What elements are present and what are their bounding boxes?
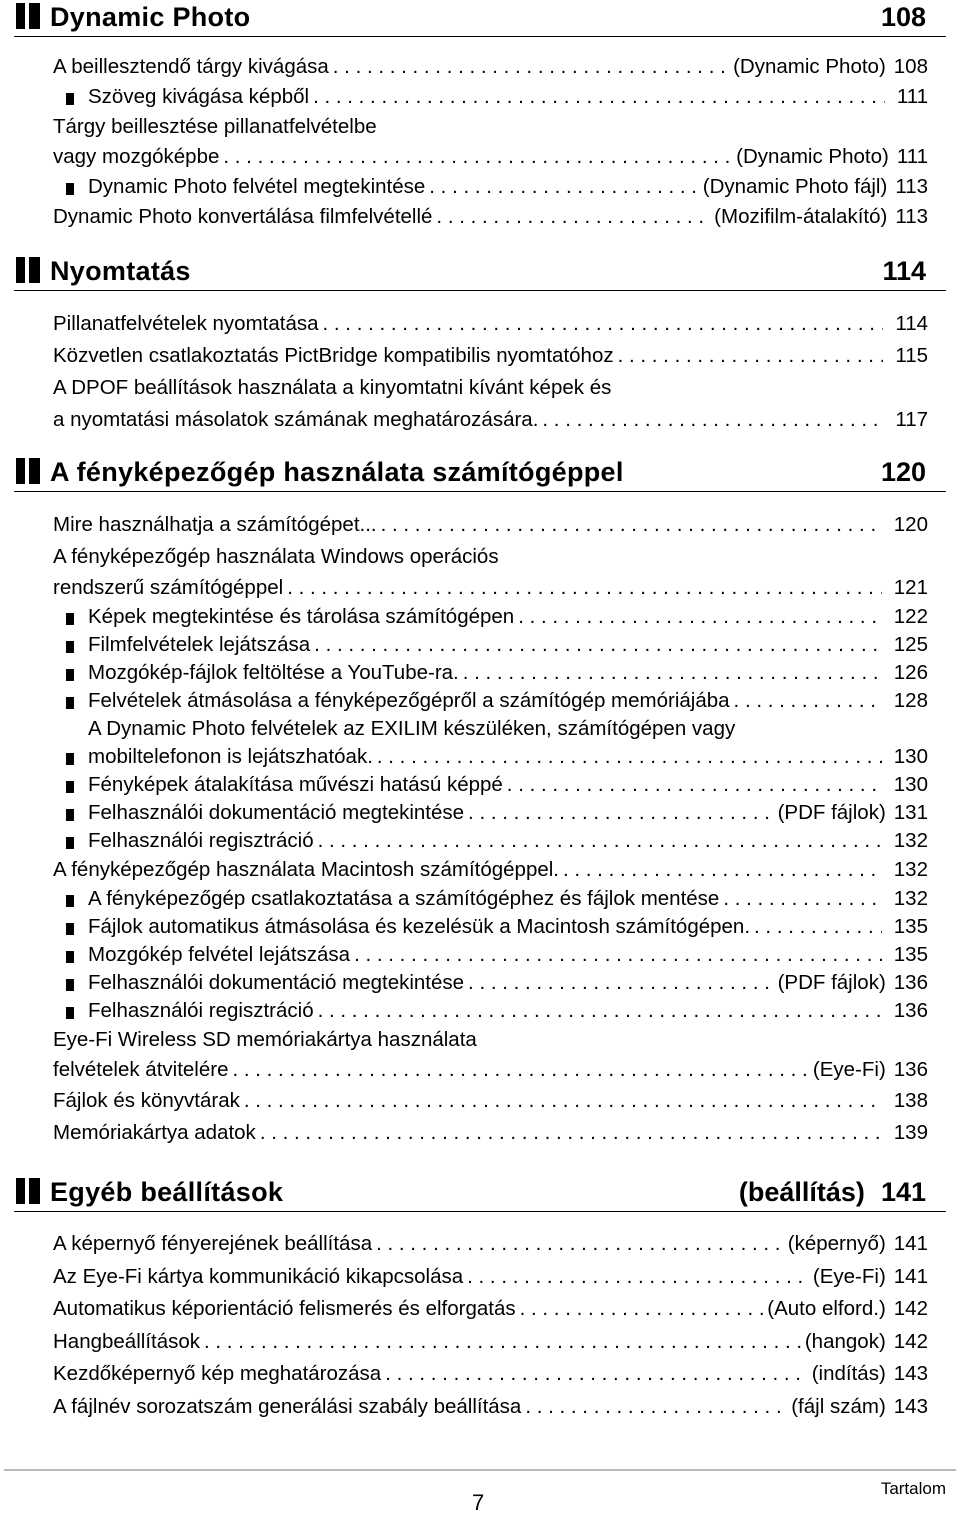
section-header[interactable]: [14, 1175, 946, 1212]
leader-dots: [518, 603, 882, 631]
leader-dots: [376, 1228, 784, 1261]
entry-page-number: 132: [893, 858, 928, 881]
entry-page-number: 122: [893, 605, 928, 628]
toc-section: [0, 0, 960, 228]
entry-text: Fájlok és könyvtárak: [53, 1089, 240, 1112]
toc-entry-list: [53, 308, 928, 436]
entry-page-number: 139: [893, 1121, 928, 1144]
leader-dots: [223, 142, 732, 172]
footer-label: Tartalom: [880, 1479, 946, 1498]
entry-text: Képek megtekintése és tárolása számítógépen: [88, 605, 515, 628]
leader-dots: [354, 941, 882, 969]
section-title: A fényképezőgép használata számítógéppel: [50, 457, 624, 487]
entry-text: Felhasználói dokumentáció megtekintése: [88, 971, 465, 994]
toc-entry[interactable]: [53, 52, 928, 82]
leader-dots: [507, 771, 882, 799]
section-page: [739, 1175, 926, 1209]
toc-entry[interactable]: [53, 1025, 928, 1085]
entry-qualifier: (Eye-Fi): [812, 1264, 886, 1288]
entry-page-number: 143: [893, 1362, 928, 1385]
bullet-icon: [66, 809, 74, 821]
leader-dots: [723, 885, 881, 913]
entry-text: vagy mozgóképbe: [53, 145, 220, 168]
section-marker-icon: [14, 257, 42, 283]
entry-text: A képernyő fényerejének beállítása: [53, 1232, 373, 1255]
leader-dots: [381, 509, 882, 541]
entry-text-line1: A fényképezőgép használata Windows operációs: [53, 545, 499, 568]
entry-text: Felvételek átmásolása a fényképezőgépről a számítógép memóriájába: [88, 689, 730, 712]
entry-text: Dynamic Photo konvertálása filmfelvétellé: [53, 205, 433, 228]
entry-text: Automatikus képorientáció felismerés és elforgatás: [53, 1297, 516, 1320]
section-title: Nyomtatás: [50, 256, 191, 286]
toc-subentry[interactable]: [53, 771, 928, 799]
bullet-icon: [66, 669, 74, 681]
leader-dots: [618, 340, 884, 372]
toc-entry-list: [53, 52, 928, 232]
entry-text: A fényképezőgép csatlakoztatása a számítógéphez és fájlok mentése: [88, 887, 720, 910]
bullet-icon: [66, 93, 74, 105]
section-qualifier: (beállítás): [738, 1177, 865, 1207]
entry-text: Közvetlen csatlakoztatás PictBridge kompatibilis nyomtatóhoz: [53, 344, 614, 367]
entry-page-number: 135: [893, 943, 928, 966]
bullet-icon: [66, 1007, 74, 1019]
toc-entry[interactable]: [53, 202, 928, 232]
entry-page-number: 131: [893, 801, 928, 824]
toc-entry[interactable]: [53, 509, 928, 541]
section-title: Dynamic Photo: [50, 2, 251, 32]
leader-dots: [520, 1293, 764, 1326]
entry-page-number: 142: [893, 1297, 928, 1320]
section-title: Egyéb beállítások: [50, 1177, 284, 1207]
toc-entry[interactable]: [53, 1391, 928, 1424]
section-page-number: 120: [880, 457, 926, 487]
section-header[interactable]: [14, 254, 946, 291]
leader-dots: [244, 1085, 882, 1117]
toc-entry[interactable]: [53, 1117, 928, 1149]
section-page-number: 114: [882, 256, 926, 286]
entry-qualifier: (fájl szám): [791, 1394, 886, 1418]
entry-page-number: 125: [893, 633, 928, 656]
entry-page-number: 136: [893, 971, 928, 994]
entry-text: Memóriakártya adatok: [53, 1121, 256, 1144]
entry-text-line1: Tárgy beillesztése pillanatfelvételbe: [53, 115, 377, 138]
toc-entry[interactable]: [53, 1293, 928, 1326]
entry-qualifier: (indítás): [811, 1362, 886, 1385]
toc-section: [0, 254, 960, 431]
entry-page-number: 141: [893, 1264, 928, 1288]
entry-qualifier: (képernyő): [787, 1232, 886, 1255]
leader-dots: [463, 659, 882, 687]
leader-dots: [468, 799, 774, 827]
entry-text: Mozgókép felvétel lejátszása: [88, 943, 351, 966]
entry-text-line1: A DPOF beállítások használata a kinyomtatni kívánt képek és: [53, 376, 612, 399]
toc-entry-list: [53, 1228, 928, 1423]
leader-dots: [313, 82, 885, 112]
entry-text: Fényképek átalakítása művészi hatású képpé: [88, 773, 503, 796]
toc-entry[interactable]: [53, 1326, 928, 1359]
entry-page-number: 126: [893, 661, 928, 684]
entry-page-number: 142: [893, 1329, 928, 1353]
entry-text: Az Eye-Fi kártya kommunikáció kikapcsolása: [53, 1264, 464, 1288]
bullet-icon: [66, 895, 74, 907]
leader-dots: [525, 1391, 787, 1424]
section-header[interactable]: [14, 455, 946, 492]
toc-entry[interactable]: [53, 112, 928, 172]
entry-page-number: 143: [893, 1394, 928, 1418]
leader-dots: [754, 913, 882, 941]
leader-dots: [232, 1055, 808, 1085]
entry-text-line1: Eye-Fi Wireless SD memóriakártya használata: [53, 1028, 477, 1051]
section-marker-icon: [14, 1178, 42, 1204]
toc-entry[interactable]: [53, 1358, 928, 1391]
section-marker-icon: [14, 3, 42, 29]
entry-page-number: 113: [895, 175, 928, 198]
toc-entry[interactable]: [53, 308, 928, 340]
toc-entry[interactable]: [53, 1261, 928, 1294]
entry-page-number: 136: [893, 999, 928, 1022]
entry-qualifier: (Auto elford.): [767, 1297, 886, 1320]
toc-entry[interactable]: [53, 372, 928, 436]
entry-text: A fájlnév sorozatszám generálási szabály beállítása: [53, 1394, 522, 1418]
entry-page-number: 111: [896, 145, 928, 168]
leader-dots: [385, 1358, 808, 1391]
entry-page-number: 114: [895, 312, 928, 335]
toc-subentry[interactable]: [53, 969, 928, 997]
bullet-icon: [66, 837, 74, 849]
toc-subentry[interactable]: [53, 913, 928, 941]
entry-text: Pillanatfelvételek nyomtatása: [53, 312, 319, 335]
bullet-icon: [66, 641, 74, 653]
entry-text: Felhasználói regisztráció: [88, 829, 314, 852]
section-page-number: 141: [880, 1177, 926, 1207]
toc-subentry[interactable]: [53, 659, 928, 687]
entry-text: Szöveg kivágása képből: [88, 85, 310, 108]
entry-qualifier: (Mozifilm-átalakító): [714, 205, 888, 228]
leader-dots: [377, 743, 882, 771]
leader-dots: [734, 687, 882, 715]
entry-text: Mire használhatja a számítógépet...: [53, 513, 377, 536]
toc-entry[interactable]: [53, 855, 928, 885]
leader-dots: [429, 172, 698, 202]
entry-page-number: 111: [896, 85, 928, 108]
entry-qualifier: (hangok): [804, 1329, 886, 1353]
entry-text: Filmfelvételek lejátszása: [88, 633, 311, 656]
bullet-icon: [66, 753, 74, 765]
toc-subentry[interactable]: [53, 687, 928, 715]
bullet-icon: [66, 951, 74, 963]
entry-page-number: 113: [895, 205, 928, 228]
footer-rule: [4, 1469, 956, 1471]
leader-dots: [287, 572, 882, 603]
leader-dots: [333, 52, 729, 82]
section-page: [881, 0, 926, 34]
entry-page-number: 136: [893, 1058, 928, 1081]
bullet-icon: [66, 923, 74, 935]
leader-dots: [563, 855, 882, 885]
section-page: [881, 455, 926, 489]
bullet-icon: [66, 979, 74, 991]
toc-entry[interactable]: [53, 1085, 928, 1117]
toc-subentry[interactable]: [53, 172, 928, 202]
toc-section: [0, 1175, 960, 1418]
page-number: 7: [472, 1490, 485, 1515]
bullet-icon: [66, 183, 74, 195]
entry-qualifier: (Dynamic Photo fájl): [702, 175, 888, 198]
entry-page-number: 115: [895, 344, 928, 367]
section-header[interactable]: [14, 0, 946, 37]
entry-text: Kezdőképernyő kép meghatározása: [53, 1362, 382, 1385]
toc-subentry[interactable]: [53, 885, 928, 913]
leader-dots: [318, 827, 882, 855]
section-page: [882, 254, 926, 288]
bullet-icon: [66, 781, 74, 793]
leader-dots: [542, 404, 883, 436]
toc-entry[interactable]: [53, 1228, 928, 1261]
leader-dots: [204, 1326, 801, 1359]
entry-qualifier: (PDF fájlok): [777, 971, 886, 994]
leader-dots: [467, 1261, 809, 1294]
entry-page-number: 135: [893, 915, 928, 938]
entry-page-number: 130: [893, 745, 928, 768]
entry-text: Hangbeállítások: [53, 1329, 201, 1353]
leader-dots: [436, 202, 710, 232]
entry-page-number: 117: [895, 408, 928, 431]
toc-entry[interactable]: [53, 340, 928, 372]
entry-text: a nyomtatási másolatok számának meghatározására.: [53, 408, 539, 431]
leader-dots: [314, 631, 882, 659]
entry-qualifier: (Eye-Fi): [812, 1058, 886, 1081]
toc-entry[interactable]: [53, 541, 928, 603]
entry-text-line1: A Dynamic Photo felvételek az EXILIM készüléken, számítógépen vagy: [88, 717, 736, 740]
entry-text: A fényképezőgép használata Macintosh számítógéppel.: [53, 858, 559, 881]
entry-text: Dynamic Photo felvétel megtekintése: [88, 175, 426, 198]
toc-subentry[interactable]: [53, 715, 928, 771]
leader-dots: [318, 997, 882, 1025]
entry-text: Felhasználói regisztráció: [88, 999, 314, 1022]
toc-subentry[interactable]: [53, 603, 928, 631]
entry-text: Mozgókép-fájlok feltöltése a YouTube-ra.: [88, 661, 459, 684]
toc-subentry[interactable]: [53, 941, 928, 969]
leader-dots: [323, 308, 884, 340]
entry-page-number: 132: [893, 887, 928, 910]
toc-subentry[interactable]: [53, 631, 928, 659]
toc-entry-list: [53, 509, 928, 1149]
bullet-icon: [66, 697, 74, 709]
entry-page-number: 128: [893, 689, 928, 712]
toc-subentry[interactable]: [53, 997, 928, 1025]
leader-dots: [260, 1117, 882, 1149]
entry-text: mobiltelefonon is lejátszhatóak.: [88, 745, 373, 768]
bullet-icon: [66, 613, 74, 625]
entry-page-number: 138: [893, 1089, 928, 1112]
entry-qualifier: (Dynamic Photo): [733, 55, 886, 78]
entry-page-number: 121: [893, 576, 928, 599]
section-marker-icon: [14, 458, 42, 484]
toc-section: [0, 455, 960, 1144]
entry-page-number: 132: [893, 829, 928, 852]
entry-qualifier: (PDF fájlok): [777, 801, 886, 824]
section-page-number: 108: [880, 2, 926, 32]
entry-page-number: 108: [893, 55, 928, 78]
entry-page-number: 141: [893, 1232, 928, 1255]
toc-subentry[interactable]: [53, 82, 928, 112]
entry-text: A beillesztendő tárgy kivágása: [53, 55, 329, 78]
entry-page-number: 130: [893, 773, 928, 796]
entry-text: felvételek átvitelére: [53, 1058, 229, 1081]
leader-dots: [468, 969, 774, 997]
toc-subentry[interactable]: [53, 799, 928, 827]
entry-qualifier: (Dynamic Photo): [736, 145, 889, 168]
entry-text: Fájlok automatikus átmásolása és kezelésük a Macintosh számítógépen.: [88, 915, 751, 938]
toc-subentry[interactable]: [53, 827, 928, 855]
entry-page-number: 120: [893, 513, 928, 536]
entry-text: Felhasználói dokumentáció megtekintése: [88, 801, 465, 824]
entry-text: rendszerű számítógéppel: [53, 576, 284, 599]
